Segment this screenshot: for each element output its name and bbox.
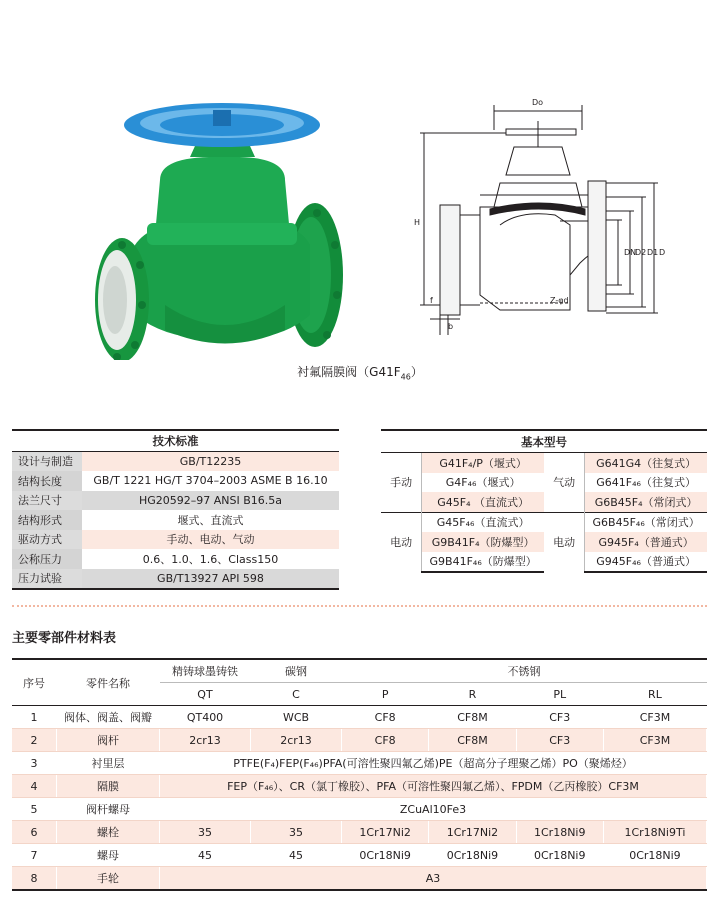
- label-d2: D2: [635, 248, 647, 257]
- table-row: 3 衬里层 PTFE(F₄)FEP(F₄₆)PFA(可溶性聚四氟乙烯)PE（超高分子理聚乙烯）PO（聚烯烃）: [12, 752, 707, 775]
- label-f: f: [430, 296, 433, 305]
- table-row: 5 阀杆螺母 ZCuAl10Fe3: [12, 798, 707, 821]
- label-b: b: [448, 322, 454, 331]
- label-dn: DN: [624, 248, 637, 257]
- table-row: 电动 G45F₄₆（直流式） 电动 G6B45F₄₆（常闭式）: [381, 512, 707, 532]
- model-table-title: 基本型号: [381, 430, 707, 453]
- drive-electric-2: 电动: [544, 512, 585, 572]
- header-name: 零件名称: [57, 659, 160, 706]
- header-qt: QT: [160, 683, 251, 706]
- drive-electric: 电动: [381, 512, 422, 572]
- table-row: 法兰尺寸 HG20592–97 ANSI B16.5a: [12, 491, 339, 511]
- label-h: H: [414, 218, 421, 227]
- header-rl: RL: [603, 683, 706, 706]
- table-row: 压力试验 GB/T13927 API 598: [12, 569, 339, 590]
- table-row: 6 螺栓 35 35 1Cr17Ni2 1Cr17Ni2 1Cr18Ni9 1Cr18Ni9Ti: [12, 821, 707, 844]
- materials-table: [12, 658, 707, 891]
- spec-table-title: 技术标准: [12, 430, 339, 451]
- table-row: G45F₄ （直流式） G6B45F₄（常闭式）: [381, 492, 707, 512]
- table-row: 4 隔膜 FEP（F₄₆）、CR（氯丁橡胶）、PFA（可溶性聚四氟乙烯）、FPDM（乙丙橡胶）CF3M: [12, 775, 707, 798]
- valve-dimension-drawing: [410, 85, 690, 345]
- header-pl: PL: [516, 683, 603, 706]
- header-p: P: [342, 683, 429, 706]
- drive-manual: 手动: [381, 453, 422, 513]
- table-row: G4F₄₆（堰式） G641F₄₆（往复式）: [381, 473, 707, 493]
- table-row: 结构形式 堰式、直流式: [12, 510, 339, 530]
- header-no: 序号: [12, 659, 57, 706]
- table-row: 手动 G41F₄/P（堰式） 气动 G641G4（往复式）: [381, 453, 707, 473]
- product-caption: 衬氟隔膜阀$(G41F_{46})$: [297, 365, 423, 382]
- spec-table: [12, 429, 339, 590]
- table-row: 1 阀体、阀盖、阀瓣 QT400 WCB CF8 CF8M CF3 CF3M: [12, 706, 707, 729]
- table-row: 驱动方式 手动、电动、气动: [12, 530, 339, 550]
- header-c: C: [251, 683, 342, 706]
- label-do: Do: [532, 98, 544, 107]
- drive-pneumatic: 气动: [544, 453, 585, 513]
- table-row: 公称压力 0.6、1.0、1.6、Class150: [12, 549, 339, 569]
- model-table: [381, 429, 707, 573]
- header-carbon: 碳钢: [251, 659, 342, 683]
- label-d1: D1: [647, 248, 659, 257]
- valve-photo: [95, 95, 345, 360]
- table-row: 8 手轮 A3: [12, 867, 707, 891]
- table-row: 设计与制造 GB/T12235: [12, 451, 339, 471]
- section-divider: [12, 605, 707, 607]
- header-stainless: 不锈钢: [342, 659, 707, 683]
- table-row: 7 螺母 45 45 0Cr18Ni9 0Cr18Ni9 0Cr18Ni9 0Cr18Ni9: [12, 844, 707, 867]
- header-ductile: 精铸球墨铸铁: [160, 659, 251, 683]
- table-row: G9B41F₄₆（防爆型） G945F₄₆（普通式）: [381, 552, 707, 573]
- header-r: R: [429, 683, 516, 706]
- table-row: G9B41F₄（防爆型） G945F₄（普通式）: [381, 532, 707, 552]
- label-z: Z-φd: [550, 296, 569, 305]
- section-title: 主要零部件材料表: [12, 631, 117, 646]
- label-d: D: [659, 248, 666, 257]
- table-row: 2 阀杆 2cr13 2cr13 CF8 CF8M CF3 CF3M: [12, 729, 707, 752]
- table-row: 结构长度 GB/T 1221 HG/T 3704–2003 ASME B 16.10: [12, 471, 339, 491]
